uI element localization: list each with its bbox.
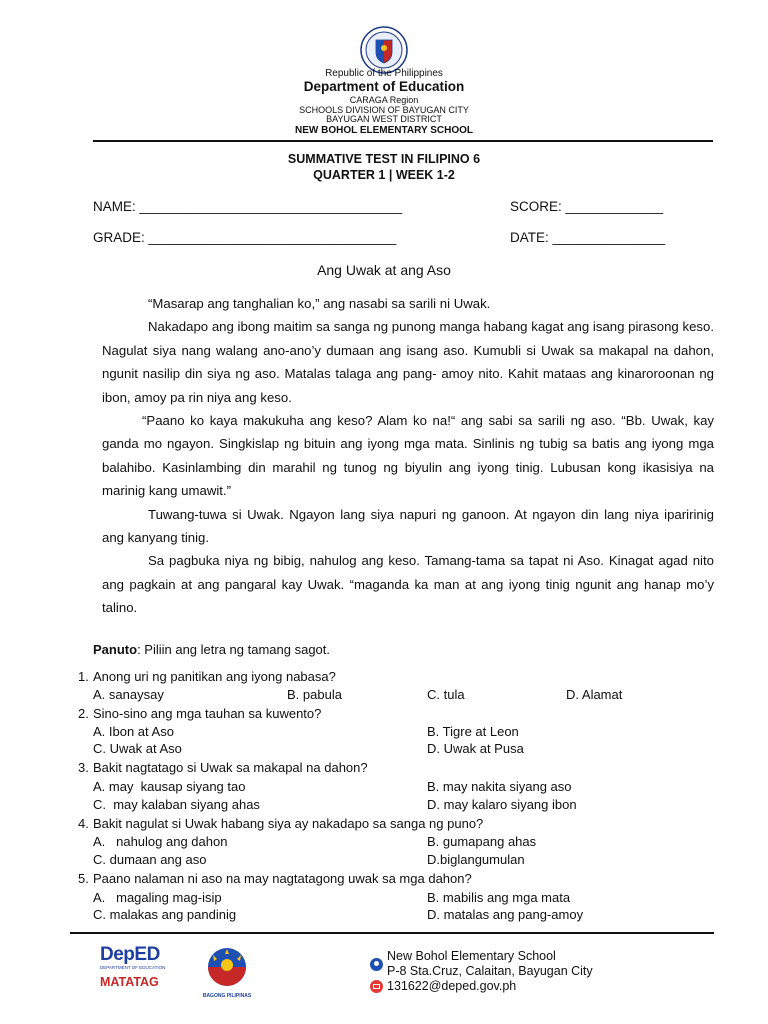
score-field: SCORE: _____________ bbox=[510, 199, 664, 214]
footer-divider bbox=[70, 932, 714, 934]
option-b: B. may nakita siyang aso bbox=[427, 779, 572, 794]
grade-field: GRADE: _________________________________ bbox=[93, 230, 397, 245]
bagong-pilipinas-logo bbox=[196, 945, 258, 997]
division-text: SCHOOLS DIVISION OF BAYUGAN CITY bbox=[299, 105, 469, 115]
question-text: Paano nalaman ni aso na may nagtatagong uwak sa mga dahon? bbox=[93, 871, 472, 886]
option-a: A. nahulog ang dahon bbox=[93, 834, 228, 849]
story-paragraph: “Masarap ang tanghalian ko,” ang nasabi sa sarili ni Uwak. bbox=[148, 296, 491, 311]
deped-logo-text: DepED bbox=[100, 944, 160, 965]
region-text: CARAGA Region bbox=[349, 95, 419, 105]
option-c: C. may kalaban siyang ahas bbox=[93, 797, 260, 812]
department-name: Department of Education bbox=[303, 79, 465, 94]
question-number: 1. bbox=[78, 669, 89, 684]
option-d: D. may kalaro siyang ibon bbox=[427, 797, 577, 812]
instructions-text: : Piliin ang letra ng tamang sagot. bbox=[137, 642, 331, 657]
option-c: C. dumaan ang aso bbox=[93, 852, 207, 867]
name-field: NAME: ___________________________________ bbox=[93, 199, 403, 214]
test-quarter: QUARTER 1 | WEEK 1-2 bbox=[313, 168, 455, 182]
instructions bbox=[93, 642, 330, 657]
option-d: D. Alamat bbox=[566, 687, 623, 702]
question-text: Bakit nagulat si Uwak habang siya ay nakadapo sa sanga ng puno? bbox=[93, 816, 484, 831]
option-d: D.biglangumulan bbox=[427, 852, 525, 867]
test-title: SUMMATIVE TEST IN FILIPINO 6 bbox=[287, 152, 481, 166]
question-text: Bakit nagtatago si Uwak sa makapal na dahon? bbox=[93, 760, 368, 775]
deped-logo-subtext: DEPARTMENT OF EDUCATION bbox=[100, 965, 166, 970]
story-title: Ang Uwak at ang Aso bbox=[317, 262, 451, 278]
option-a: A. magaling mag-isip bbox=[93, 890, 222, 905]
district-text: BAYUGAN WEST DISTRICT bbox=[326, 114, 442, 124]
option-d: D. Uwak at Pusa bbox=[427, 741, 524, 756]
story-paragraph: Sa pagbuka niya ng bibig, nahulog ang keso. Tamang-tama sa tapat ni Aso. Kinagat agad nito ang pagkain at ang pangaral kay Uwak. “maganda ka man at ang iyong tinig ngunit ang hanap mo’y talino. bbox=[102, 553, 714, 616]
matatag-logo-text: MATATAG bbox=[100, 975, 159, 989]
story-body bbox=[102, 292, 714, 620]
deped-matatag-logo bbox=[100, 945, 175, 990]
option-d: D. matalas ang pang-amoy bbox=[427, 907, 584, 922]
option-b: B. gumapang ahas bbox=[427, 834, 537, 849]
option-a: A. sanaysay bbox=[93, 687, 164, 702]
republic-text: Republic of the Philippines bbox=[325, 68, 443, 79]
question-text: Sino-sino ang mga tauhan sa kuwento? bbox=[93, 706, 322, 721]
question-number: 4. bbox=[78, 816, 89, 831]
option-b: B. pabula bbox=[287, 687, 342, 702]
option-c: C. Uwak at Aso bbox=[93, 741, 182, 756]
footer-school-name: New Bohol Elementary School bbox=[387, 949, 556, 963]
date-field: DATE: _______________ bbox=[510, 230, 666, 245]
story-paragraph: Nakadapo ang ibong maitim sa sanga ng punong manga habang kagat ang isang pirasong keso. Nagulat siya nang walang ano-ano’y dumaan ang isang aso. Kumubli si Uwak sa makapal na dahon, ngunit nasilip din siya ng aso. Matalas talaga ang pang- amoy nito. Kahit mataas ang kinaroroonan ng ibon, amoy pa rin niya ang keso. bbox=[102, 319, 714, 405]
option-c: C. malakas ang pandinig bbox=[93, 907, 237, 922]
option-b: B. Tigre at Leon bbox=[427, 724, 519, 739]
deped-seal-logo bbox=[360, 26, 408, 74]
email-icon bbox=[370, 980, 383, 993]
school-name: NEW BOHOL ELEMENTARY SCHOOL bbox=[295, 125, 473, 136]
bagong-pilipinas-text: BAGONG PILIPINAS bbox=[202, 993, 252, 999]
option-b: B. mabilis ang mga mata bbox=[427, 890, 571, 905]
header-divider bbox=[93, 140, 713, 142]
bagong-pilipinas-emblem-icon bbox=[196, 945, 258, 987]
question-text: Anong uri ng panitikan ang iyong nabasa? bbox=[93, 669, 336, 684]
option-a: A. Ibon at Aso bbox=[93, 724, 174, 739]
instructions-label: Panuto bbox=[93, 642, 138, 657]
option-a: A. may kausap siyang tao bbox=[93, 779, 246, 794]
question-number: 3. bbox=[78, 760, 89, 775]
footer-email: 131622@deped.gov.ph bbox=[387, 979, 517, 993]
location-pin-icon bbox=[370, 958, 383, 971]
option-c: C. tula bbox=[427, 687, 465, 702]
story-paragraph: “Paano ko kaya makukuha ang keso? Alam ko na!“ ang sabi sa sarili ng aso. “Bb. Uwak, kay ganda mo ngayon. Singkislap ng bituin ang iyong mga mata. Sinlinis ng tubig sa batis ang iyong mga balahibo. Kasinlambing din marahil ng tunog ng biyulin ang iyong tinig. Lubusan kong ikasisiya na marinig kang umawit.” bbox=[102, 413, 714, 499]
footer-address: P-8 Sta.Cruz, Calaitan, Bayugan City bbox=[387, 964, 593, 978]
question-number: 5. bbox=[78, 871, 89, 886]
question-number: 2. bbox=[78, 706, 89, 721]
story-paragraph: Tuwang-tuwa si Uwak. Ngayon lang siya napuri ng ganoon. At ngayon din lang niya iparirinig ang kanyang tinig. bbox=[102, 506, 714, 546]
